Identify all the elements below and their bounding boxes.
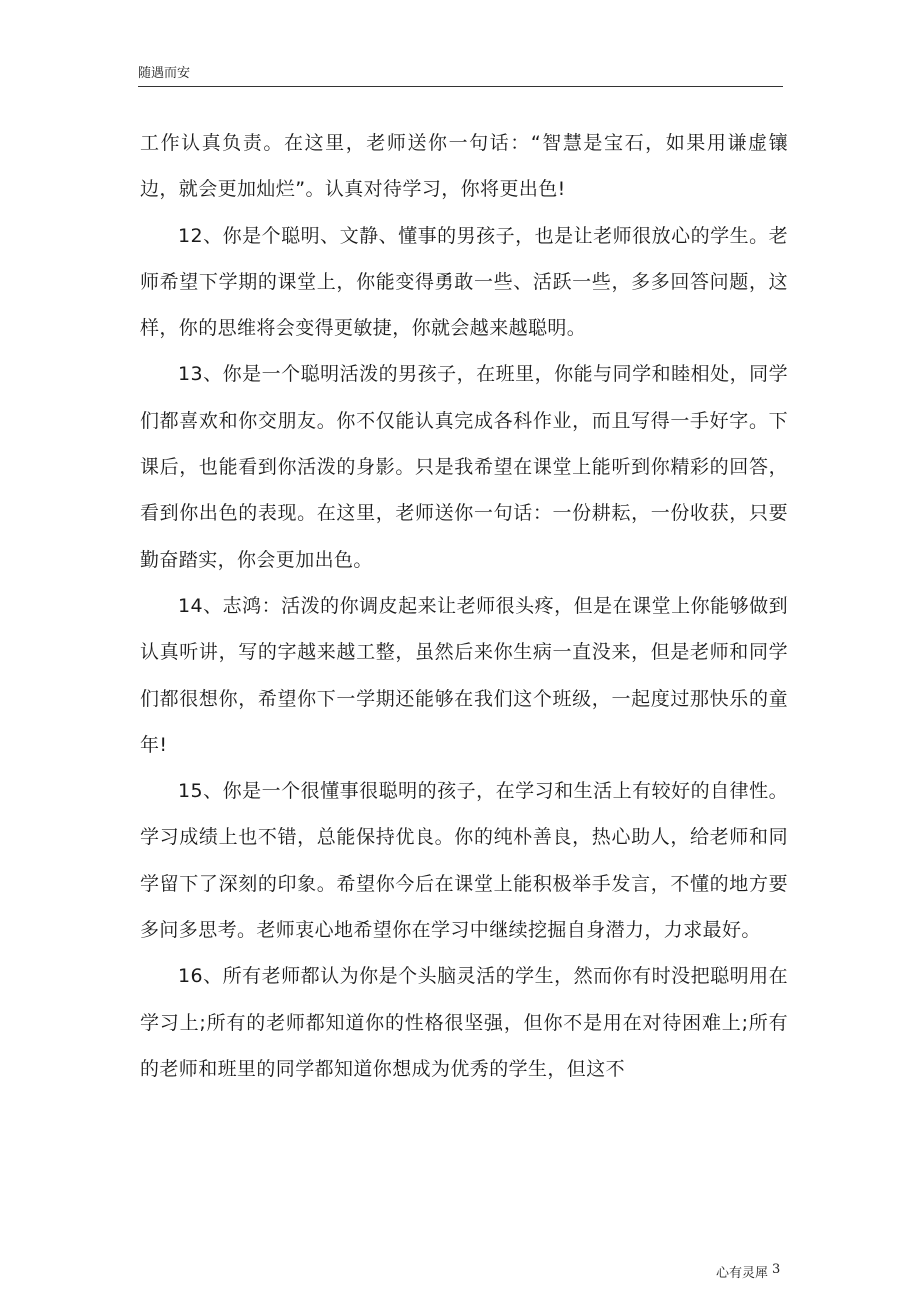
paragraph-item-15: 15、你是一个很懂事很聪明的孩子，在学习和生活上有较好的自律性。学习成绩上也不错，总能保持优良。你的纯朴善良，热心助人，给老师和同学留下了深刻的印象。希望你今后在课堂上能积极举手发言，不懂的地方要多问多思考。老师衷心地希望你在学习中继续挖掘自身潜力，力求最好。 xyxy=(140,780,788,942)
page-header xyxy=(138,64,783,87)
paragraph-item-16: 16、所有老师都认为你是个头脑灵活的学生，然而你有时没把聪明用在学习上;所有的老师都知道你的性格很坚强，但你不是用在对待困难上;所有的老师和班里的同学都知道你想成为优秀的学生，但这不 xyxy=(140,965,788,1080)
footer-label: 心有灵犀 xyxy=(716,1266,769,1281)
paragraph-item-14: 14、志鸿：活泼的你调皮起来让老师很头疼，但是在课堂上你能够做到认真听讲，写的字越来越工整，虽然后来你生病一直没来，但是老师和同学们都很想你，希望你下一学期还能够在我们这个班级，一起度过那快乐的童年! xyxy=(140,594,788,756)
paragraph-continuation: 工作认真负责。在这里，老师送你一句话：“智慧是宝石，如果用谦虚镶边，就会更加灿烂”。认真对待学习，你将更出色! xyxy=(140,132,788,201)
paragraph-item-12: 12、你是个聪明、文静、懂事的男孩子，也是让老师很放心的学生。老师希望下学期的课堂上，你能变得勇敢一些、活跃一些，多多回答问题，这样，你的思维将会变得更敏捷，你就会越来越聪明。 xyxy=(140,224,788,340)
paragraph-item-13: 13、你是一个聪明活泼的男孩子，在班里，你能与同学和睦相处，同学们都喜欢和你交朋友。你不仅能认真完成各科作业，而且写得一手好字。下课后，也能看到你活泼的身影。只是我希望在课堂上能听到你精彩的回答，看到你出色的表现。在这里，老师送你一句话：一份耕耘，一份收获，只要勤奋踏实，你会更加出色。 xyxy=(140,363,788,571)
document-body xyxy=(140,120,788,1092)
page-footer xyxy=(0,1262,920,1282)
page-number: 3 xyxy=(772,1262,781,1277)
header-text: 随遇而安 xyxy=(138,66,191,81)
